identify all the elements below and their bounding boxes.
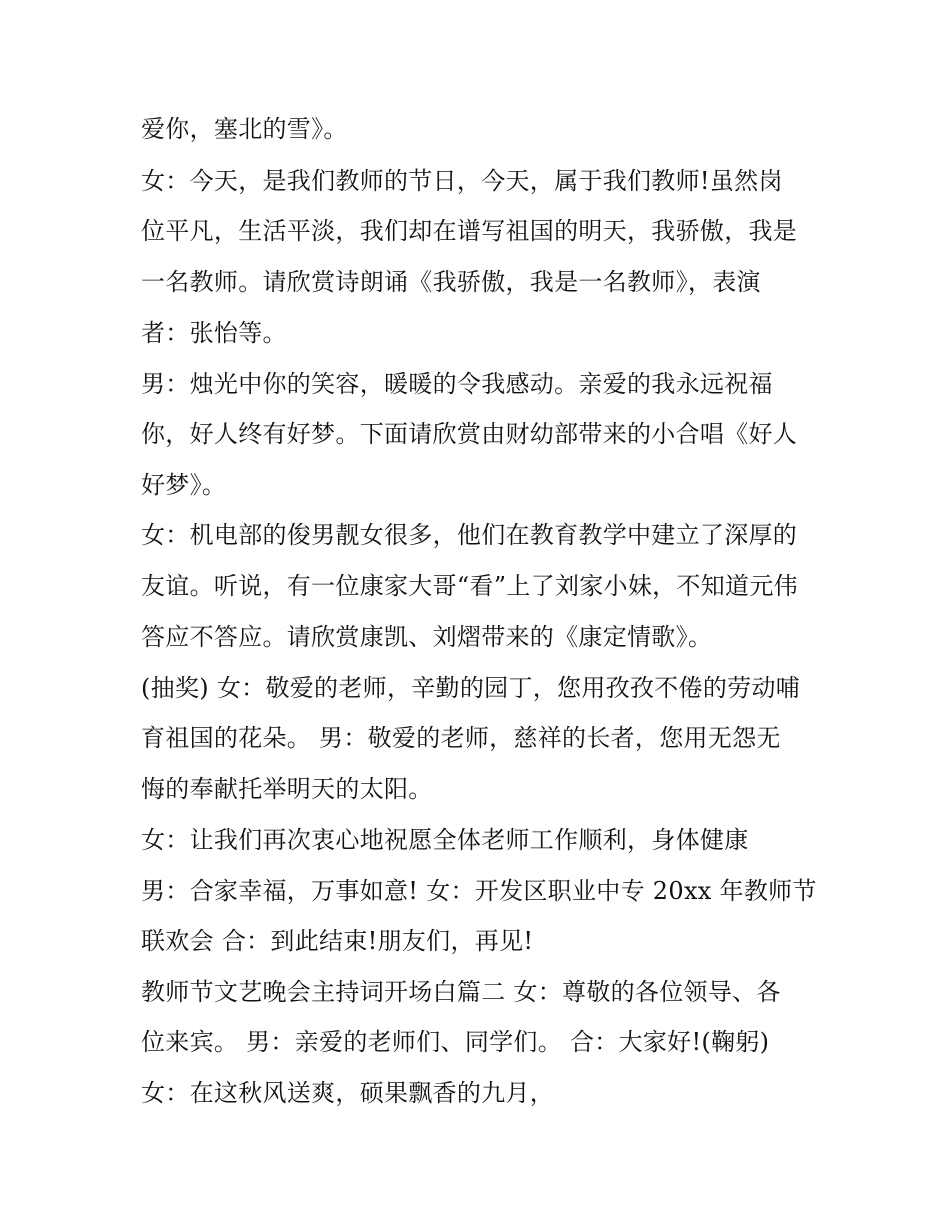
text-line: 位平凡，生活平淡，我们却在谱写祖国的明天，我骄傲，我是 — [141, 217, 798, 245]
text-line: 位来宾。 男：亲爱的老师们、同学们。 合：大家好!(鞠躬) — [141, 1028, 770, 1056]
text-line: 男：合家幸福，万事如意! 女：开发区职业中专 20xx 年教师节 — [141, 877, 817, 905]
text-line: 悔的奉献托举明天的太阳。 — [141, 775, 433, 803]
text-line: (抽奖) 女：敬爱的老师，辛勤的园丁，您用孜孜不倦的劳动哺 — [141, 674, 801, 702]
text-line: 联欢会 合：到此结束!朋友们，再见! — [141, 927, 534, 955]
text-line: 育祖国的花朵。 男：敬爱的老师，慈祥的长者，您用无怨无 — [141, 724, 781, 752]
text-line: 女：让我们再次衷心地祝愿全体老师工作顺利，身体健康 — [141, 826, 749, 854]
text-line: 你，好人终有好梦。下面请欣赏由财幼部带来的小合唱《好人 — [141, 420, 798, 448]
text-line: 答应不答应。请欣赏康凯、刘熠带来的《康定情歌》。 — [141, 623, 713, 651]
text-line: 女：在这秋风送爽，硕果飘香的九月， — [141, 1079, 555, 1107]
text-line: 者：张怡等。 — [141, 319, 287, 347]
text-line: 好梦》。 — [141, 471, 227, 499]
text-line: 爱你，塞北的雪》。 — [141, 115, 348, 143]
text-line: 友谊。听说，有一位康家大哥“看”上了刘家小妹，不知道元伟 — [141, 572, 798, 600]
text-line: 教师节文艺晚会主持词开场白篇二 女：尊敬的各位领导、各 — [141, 978, 781, 1006]
text-line: 男：烛光中你的笑容，暖暖的令我感动。亲爱的我永远祝福 — [141, 370, 773, 398]
text-line: 女：今天，是我们教师的节日，今天，属于我们教师!虽然岗 — [141, 167, 783, 195]
text-line: 女：机电部的俊男靓女很多，他们在教育教学中建立了深厚的 — [141, 521, 798, 549]
text-line: 一名教师。请欣赏诗朗诵《我骄傲，我是一名教师》，表演 — [141, 268, 761, 296]
